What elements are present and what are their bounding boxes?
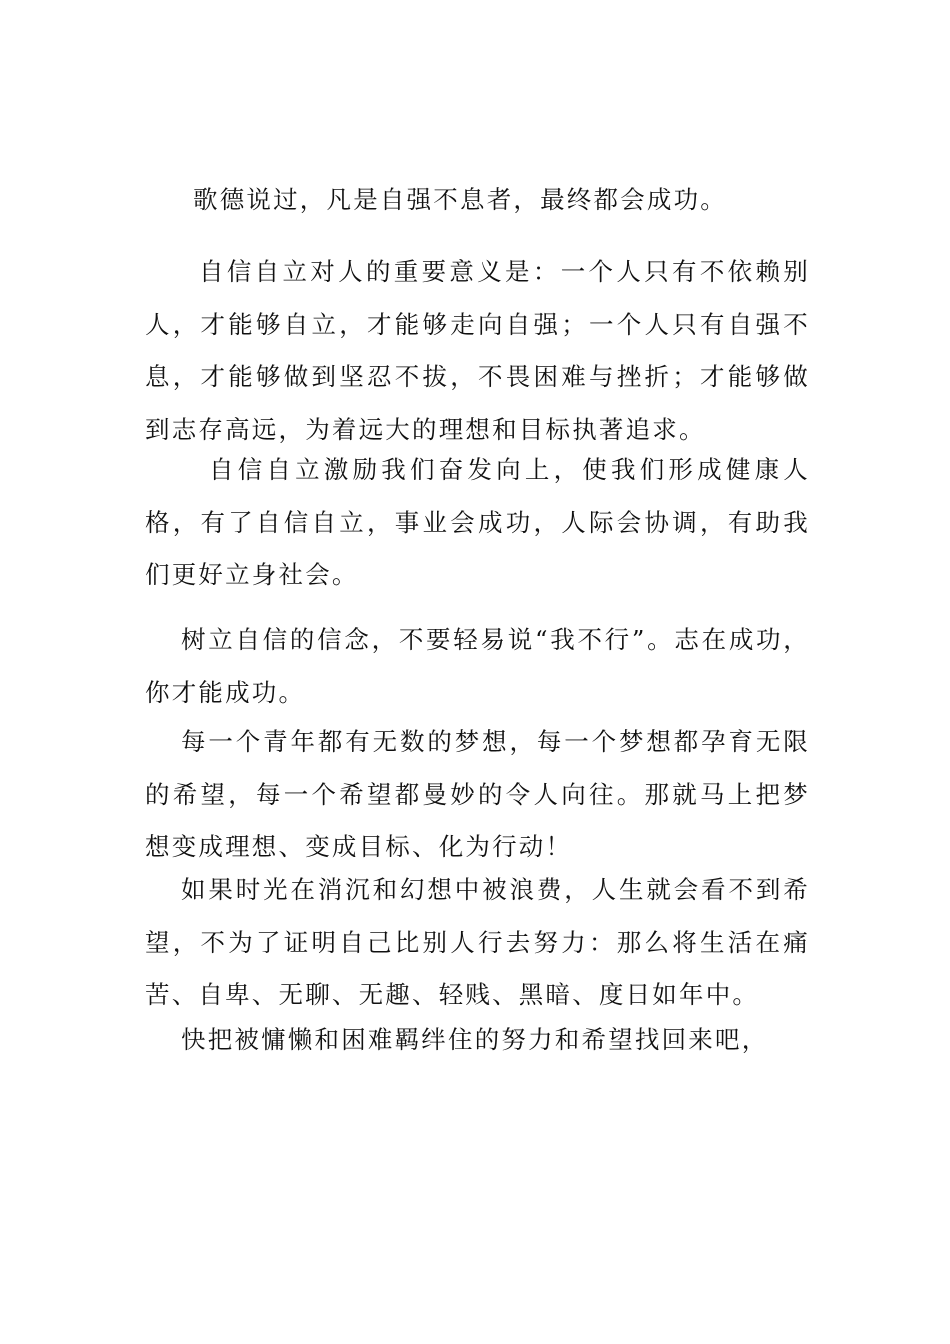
paragraph-self-reliance-meaning: 自信自立对人的重要意义是：一个人只有不依赖别人，才能够自立，才能够走向自强；一个人只有自强不息，才能够做到坚忍不拔，不畏困难与挫折；才能够做到志存高远，为着远大的理想和目标执著追求。: [145, 257, 810, 444]
paragraph-confidence-belief: 树立自信的信念，不要轻易说“我不行”。志在成功，你才能成功。: [145, 625, 810, 707]
paragraph-youth-dreams: 每一个青年都有无数的梦想，每一个梦想都孕育无限的希望，每一个希望都曼妙的令人向往。那就马上把梦想变成理想、变成目标、化为行动！: [145, 727, 810, 861]
paragraph-goethe-quote: 歌德说过，凡是自强不息者，最终都会成功。: [193, 185, 727, 214]
paragraph-wasted-time: 如果时光在消沉和幻想中被浪费，人生就会看不到希望，不为了证明自己比别人行去努力：那么将生活在痛苦、自卑、无聊、无趣、轻贱、黑暗、度日如年中。: [145, 875, 810, 1009]
paragraph-call-to-action: 快把被慵懒和困难羁绊住的努力和希望找回来吧，: [181, 1025, 769, 1054]
paragraph-self-reliance-motivation: 自信自立激励我们奋发向上，使我们形成健康人格，有了自信自立，事业会成功，人际会协调，有助我们更好立身社会。: [145, 455, 810, 589]
